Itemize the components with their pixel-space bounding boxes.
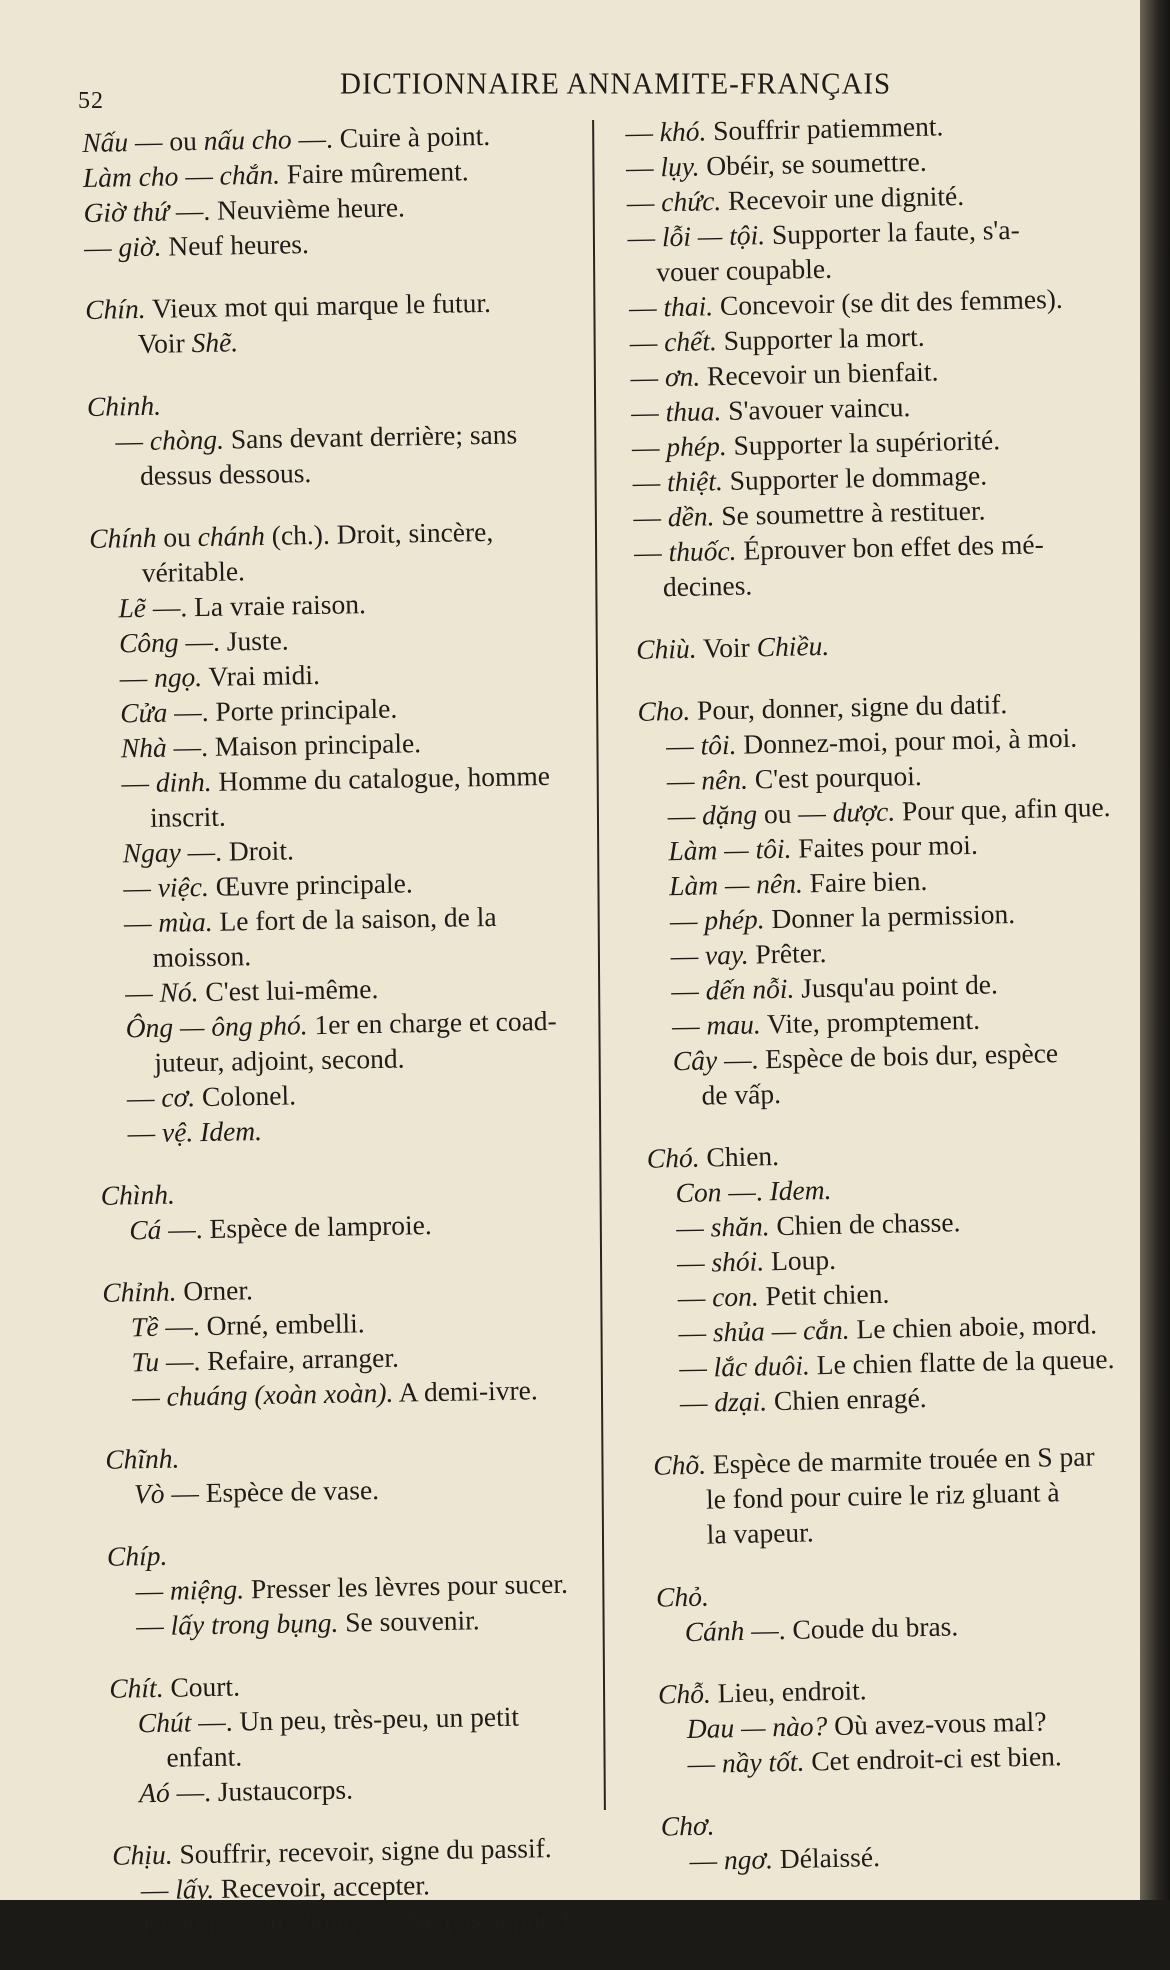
left-column (82, 116, 624, 1970)
annamite-term: chẳng (290, 1905, 358, 1938)
definition-text: Supporter la mort. (716, 320, 925, 357)
definition-text: Vieux mot qui marque le futur. (145, 286, 492, 324)
dash: — (676, 1246, 712, 1279)
dictionary-entry (658, 1666, 1160, 1781)
connector-text: — (178, 159, 220, 192)
definition-text: véritable. (141, 555, 246, 589)
annamite-term: Làm cho (82, 160, 179, 193)
definition-text: —. Orné, embelli. (158, 1307, 365, 1342)
annamite-term: phép. (666, 429, 727, 463)
annamite-term: lắc duôi. (713, 1349, 811, 1383)
entry-line (141, 1899, 624, 1942)
definition-text: Pour, donner, signe du datif. (689, 688, 1008, 726)
definition-text: Souffrir, recevoir, signe du passif. (172, 1832, 552, 1870)
definition-text: de vấp. (701, 1077, 782, 1111)
annamite-term: Giờ thứ (83, 195, 170, 228)
annamite-term: Cây (672, 1044, 718, 1077)
dash: — (633, 501, 669, 533)
definition-text: —. Justaucorps. (169, 1773, 354, 1808)
definition-text: le fond pour cuire le riz gluant à (705, 1476, 1060, 1515)
dash: — (631, 431, 667, 463)
dictionary-entry (637, 683, 1146, 1113)
annamite-term: dzại. (714, 1385, 768, 1418)
entry-line (129, 1204, 612, 1247)
entry-line (139, 1767, 622, 1810)
annamite-term: Chiều. (756, 629, 830, 663)
book-spine-shadow (1140, 0, 1170, 1900)
definition-text: dessus dessous. (139, 457, 312, 492)
annamite-term: Không (141, 1907, 216, 1941)
definition-text: A demi-ivre. (393, 1374, 538, 1408)
definition-text: —. Neuvième heure. (168, 191, 406, 227)
dash: — (140, 1873, 176, 1906)
entry-line (84, 221, 595, 265)
annamite-term: Chó. (646, 1141, 700, 1174)
dictionary-entry (656, 1569, 1157, 1649)
annamite-term: Chỗ. (657, 1677, 712, 1710)
dictionary-entry (625, 105, 1135, 605)
annamite-term: việc. (157, 870, 210, 903)
annamite-term: chức. (660, 185, 722, 218)
annamite-term: Nhà (120, 731, 167, 764)
annamite-term: tôi. (700, 728, 737, 761)
annamite-term: Chõ. (652, 1448, 707, 1481)
definition-text: Colonel. (194, 1079, 297, 1113)
dash: — (679, 1386, 715, 1419)
annamite-term: Chình. (100, 1178, 176, 1211)
definition-text: vouer coupable. (655, 252, 833, 288)
definition-text: ou — (756, 796, 833, 830)
definition-text: enfant. (166, 1740, 243, 1773)
annamite-term: Làm — nên. (668, 867, 804, 902)
annamite-term: Chinh. (86, 389, 162, 422)
definition-text: Supporter la supériorité. (726, 424, 1001, 461)
definition-text: Où avez-vous mal? (827, 1705, 1047, 1742)
definition-text: —. Cuire à point. (291, 119, 491, 155)
entry-line (140, 450, 599, 493)
definition-text: Éprouver bon effet des mé- (736, 528, 1044, 566)
dash: — (135, 1609, 171, 1642)
annamite-term: Tề (130, 1310, 159, 1343)
annamite-term: Chín. (84, 292, 146, 325)
entry-line (136, 1600, 619, 1643)
annamite-term: chết. (663, 325, 718, 358)
definition-text: la vapeur. (706, 1516, 814, 1550)
annamite-term: Tu (131, 1345, 160, 1378)
annamite-term: Chỉnh. (102, 1275, 177, 1308)
dash: — (627, 221, 663, 253)
annamite-term: shói. (711, 1245, 765, 1278)
dictionary-entry (105, 1433, 616, 1512)
dash: — (671, 1009, 707, 1042)
definition-text: Chien enragé. (766, 1381, 927, 1417)
annamite-term: chòng. (149, 423, 225, 456)
annamite-term: Chơ. (660, 1809, 715, 1842)
annamite-term: giờ. (118, 230, 162, 263)
definition-text: Se souvenir. (338, 1604, 480, 1638)
annamite-term: Cho. (637, 694, 691, 727)
definition-text: Jusqu'au point de. (793, 968, 999, 1004)
annamite-term: Aó (138, 1776, 170, 1809)
definition-text: —. Refaire, arranger. (158, 1341, 400, 1377)
dash: — (115, 424, 151, 457)
definition-text: —. Droit. (180, 834, 295, 868)
annamite-term: thuốc. (668, 534, 737, 568)
dictionary-entry (112, 1829, 624, 1943)
definition-text: Loup. (763, 1243, 837, 1277)
dash: — (625, 116, 661, 148)
dash: — (677, 1281, 713, 1314)
annamite-term: Dau — nào? (686, 1710, 828, 1745)
entry-headword-line (636, 621, 1137, 666)
definition-text: Recevoir un bienfait. (699, 355, 939, 392)
definition-text: —. Espèce de lamproie. (161, 1209, 432, 1245)
definition-text: — ou (214, 1906, 291, 1939)
definition-text: Supporter le dommage. (722, 459, 988, 497)
annamite-term: Shẽ. (191, 326, 239, 359)
definition-text: inscrit. (149, 800, 226, 833)
annamite-term: dến nỗi. (705, 972, 795, 1006)
annamite-term: shăn. (710, 1210, 770, 1243)
definition-text: Le fort de la saison, de la (212, 900, 497, 937)
definition-text: Vite, promptement. (760, 1003, 981, 1040)
definition-text: Recevoir, accepter. (213, 1869, 431, 1904)
annamite-term: Idem. (199, 1115, 263, 1148)
dash: — (669, 904, 705, 937)
definition-text: Supporter la faute, s'a- (764, 213, 1020, 251)
dash: — (687, 1747, 723, 1780)
entry-line (127, 1107, 610, 1150)
right-column (625, 105, 1162, 1906)
dash: — (632, 466, 668, 498)
definition-text: C'est pourquoi. (747, 759, 922, 795)
definition-text: Homme du catalogue, homme (211, 759, 551, 797)
definition-text: Voir (137, 327, 192, 360)
annamite-term: dặng (701, 798, 758, 831)
definition-text: moisson. (152, 940, 252, 973)
dictionary-entry (107, 1530, 619, 1644)
definition-text: Chien de chasse. (769, 1206, 961, 1242)
definition-text: Recevoir une dignité. (720, 179, 965, 216)
dash: — (633, 536, 669, 568)
dictionary-entry (100, 1169, 611, 1248)
annamite-term: Cá (129, 1213, 162, 1246)
entry-line (132, 1371, 615, 1414)
definition-text: Petit chien. (758, 1277, 890, 1312)
dash: — (678, 1351, 714, 1384)
dictionary-entry (102, 1266, 614, 1415)
definition-text: Chien. (699, 1140, 780, 1173)
definition-text: Court. (163, 1670, 241, 1703)
dash: — (678, 1316, 714, 1349)
dictionary-entry (89, 512, 610, 1151)
definition-text: Donnez-moi, pour moi, à moi. (736, 721, 1078, 760)
definition-text: —. Juste. (178, 624, 289, 658)
annamite-term: Chút (137, 1706, 192, 1739)
dash: — (127, 1116, 163, 1149)
annamite-term: Ông — ông phó. (125, 1009, 308, 1044)
annamite-term: Lẽ (118, 591, 147, 624)
annamite-term: thua. (665, 395, 722, 428)
dictionary-entry (660, 1798, 1161, 1878)
definition-text: Neuf heures. (161, 228, 310, 262)
dash: — (123, 906, 159, 939)
definition-text: Souffrir patiemment. (705, 110, 944, 147)
annamite-term: lỗi — tội. (661, 219, 766, 253)
annamite-term: con. (711, 1280, 760, 1313)
annamite-term: Chỏ. (655, 1580, 710, 1613)
entry-line (134, 1468, 617, 1511)
dash: — (670, 939, 706, 972)
definition-text: Faire mûrement. (279, 155, 469, 190)
annamite-term: Chiù. (635, 632, 697, 665)
annamite-term: Chít. (109, 1671, 164, 1704)
annamite-term: chuáng (xoàn xoàn). (166, 1376, 394, 1412)
annamite-term: Chính (88, 521, 157, 554)
dictionary-entry (82, 116, 594, 265)
annamite-term: lụy. (660, 150, 700, 183)
annamite-term: thiệt. (666, 465, 724, 498)
annamite-term: ơn. (664, 360, 701, 393)
annamite-term: Nó. (159, 976, 199, 1008)
definition-text: Se soumettre à restituer. (714, 494, 986, 532)
annamite-term: Chíp. (106, 1539, 168, 1572)
dash: — (629, 326, 665, 358)
dash: — (135, 1574, 171, 1607)
definition-text: Sans devant derrière; sans (223, 418, 518, 455)
annamite-term: lấy trong bụng. (170, 1606, 339, 1641)
annamite-term: khó. (659, 115, 707, 148)
annamite-term: Làm — tôi. (668, 832, 792, 867)
definition-text: Obéir, se soumettre. (699, 145, 927, 182)
definition-text: Donner la permission. (764, 898, 1016, 935)
dash: — (123, 871, 158, 904)
definition-text: decines. (662, 569, 753, 603)
definition-text: —. Espèce de bois dur, espèce (716, 1037, 1059, 1076)
definition-text: Œuvre principale. (208, 867, 413, 902)
definition-text: —. (721, 1175, 770, 1208)
dictionary-entry (85, 283, 596, 362)
running-title: DICTIONNAIRE ANNAMITE-FRANÇAIS (340, 67, 892, 101)
annamite-term: Vò (133, 1477, 165, 1510)
dictionary-entry (636, 621, 1137, 666)
dictionary-entry (653, 1437, 1155, 1552)
definition-text: C'est lui-même. (198, 972, 379, 1008)
annamite-term: chánh (197, 519, 266, 553)
annamite-term: mùa. (158, 905, 213, 938)
annamite-term: dược. (832, 795, 896, 828)
dash: — (665, 729, 701, 762)
annamite-term: nầy tốt. (721, 1745, 805, 1779)
dash: — (119, 661, 155, 694)
dash: — (675, 1211, 712, 1244)
annamite-term: Nấu (82, 126, 129, 158)
definition-text: Délaissé. (772, 1841, 881, 1875)
annamite-term: mau. (706, 1008, 762, 1041)
definition-text: —. Porte principale. (167, 692, 398, 728)
dictionary-entry (646, 1130, 1152, 1420)
definition-text: Vrai midi. (201, 658, 321, 692)
annamite-term: vệ. (161, 1116, 194, 1148)
annamite-term: Con (675, 1176, 722, 1209)
entry-line (138, 318, 597, 361)
annamite-term: thai. (663, 290, 714, 323)
annamite-term: nấu cho (203, 123, 292, 156)
dash: — (630, 396, 666, 428)
dash: — (626, 186, 662, 218)
definition-text: — Espèce de vase. (164, 1474, 380, 1509)
annamite-term: shủa — cắn. (712, 1313, 850, 1348)
definition-text: Pour que, afin que. (894, 790, 1111, 827)
annamite-term: Idem. (769, 1173, 832, 1207)
definition-text: Faire bien. (802, 864, 928, 899)
definition-text: Cet endroit-ci est bien. (804, 1740, 1063, 1777)
annamite-term: Chĩnh. (105, 1442, 180, 1475)
annamite-term: nên. (700, 763, 749, 796)
definition-text: Prêter. (748, 936, 827, 970)
definition-text: —. Un peu, très-peu, un petit (191, 1700, 520, 1738)
definition-text: —. La vraie raison. (145, 588, 367, 623)
dash: — (131, 1380, 167, 1413)
definition-text: juteur, adjoint, second. (154, 1042, 405, 1078)
definition-text: Le chien aboie, mord. (849, 1308, 1098, 1345)
definition-text: (ch.). Droit, sincère, (264, 515, 494, 551)
page-number: 52 (78, 88, 104, 114)
annamite-term: phép. (703, 903, 765, 936)
annamite-term: Cửa (119, 696, 168, 729)
annamite-term: chắn. (219, 158, 281, 191)
dash: — (671, 974, 707, 1007)
definition-text: Orner. (176, 1274, 254, 1307)
dash: — (124, 976, 160, 1009)
definition-text: Faites pour moi. (791, 828, 979, 864)
definition-text: Le chien flatte de la queue. (809, 1343, 1115, 1381)
dictionary-entry (109, 1662, 621, 1811)
annamite-term: lấy. (174, 1872, 215, 1905)
definition-text: —. Coude du bras. (744, 1610, 959, 1646)
definition-text: Espèce de marmite trouée en S par (705, 1440, 1095, 1480)
connector-text: — ou (127, 124, 205, 158)
dash: — (126, 1081, 162, 1114)
annamite-term: vay. (704, 938, 749, 971)
dash: — (121, 766, 157, 799)
dash: — (83, 231, 119, 263)
annamite-term: Chịu. (111, 1838, 173, 1871)
annamite-term: Công (118, 626, 179, 659)
dash: — (689, 1844, 725, 1877)
dash: — (625, 151, 661, 183)
definition-text: —. Ne pas supporter. (357, 1901, 598, 1937)
annamite-term: Ngay (122, 836, 182, 869)
definition-text: ou (156, 521, 198, 553)
dash: — (628, 291, 664, 323)
definition-text: 1er en charge et coad- (307, 1004, 557, 1041)
annamite-term: ngọ. (153, 660, 203, 693)
annamite-term: cơ. (161, 1081, 196, 1113)
page-header (0, 58, 1140, 114)
dash: — (630, 361, 666, 393)
dash: — (666, 764, 702, 797)
dictionary-entry (87, 380, 599, 494)
definition-text: S'avouer vaincu. (721, 391, 911, 427)
definition-text: Presser les lèvres pour sucer. (243, 1567, 569, 1605)
definition-text: —. Maison principale. (166, 727, 422, 763)
annamite-term: miệng. (169, 1573, 245, 1606)
definition-text: Lieu, endroit. (710, 1674, 867, 1709)
annamite-term: ngơ. (723, 1843, 774, 1876)
annamite-term: Cánh (684, 1614, 745, 1648)
definition-text: Voir (696, 631, 757, 664)
annamite-term: dền. (667, 500, 715, 533)
definition-text: Concevoir (se dit des femmes). (712, 282, 1064, 322)
dash: — (667, 799, 703, 832)
annamite-term: dinh. (155, 765, 212, 798)
